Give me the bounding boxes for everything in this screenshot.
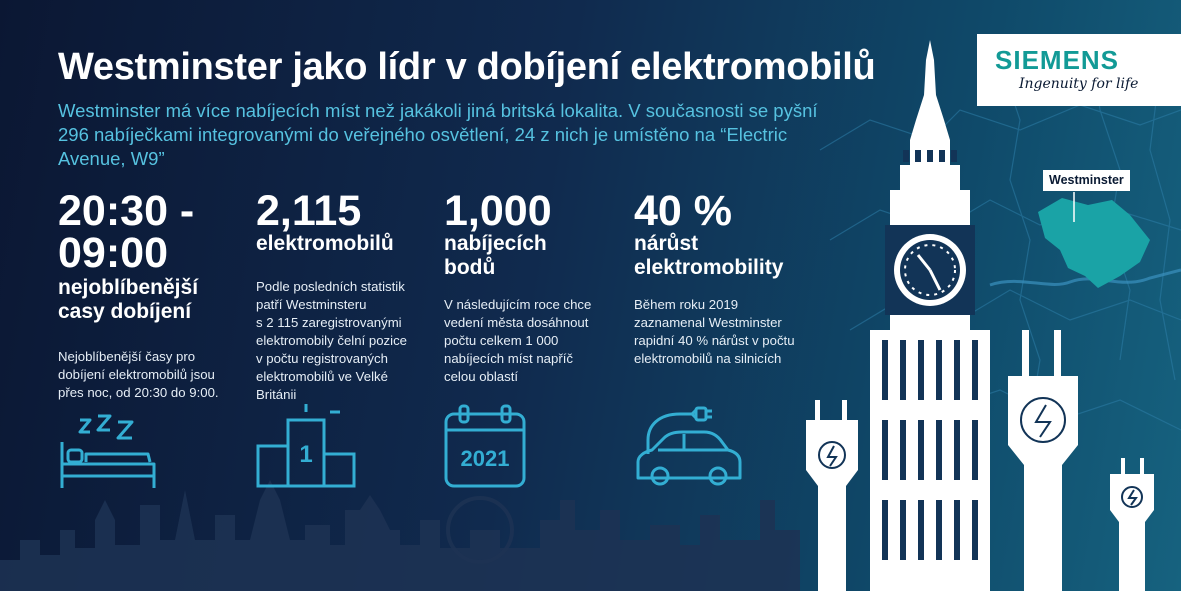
- clock-face: [885, 225, 975, 315]
- map-label-westminster: Westminster: [1043, 170, 1130, 191]
- plug-right: [1110, 458, 1154, 591]
- skyline-silhouette: [0, 480, 800, 591]
- calendar-year: 2021: [460, 446, 510, 471]
- stat-electric-cars: [256, 187, 407, 404]
- stat-value: 2,115: [256, 187, 362, 235]
- stat-label: nejoblíbenější casy dobíjení: [58, 276, 199, 323]
- stat-label: elektromobilů: [256, 232, 394, 255]
- stat-description: V následujícím roce chce vedení města dosáhnout počtu celkem 1 000 nabíjecích míst napříč celou oblastí: [444, 297, 592, 384]
- stat-charging-times: [58, 187, 219, 402]
- stat-value: 1,000: [444, 187, 552, 235]
- calendar-icon: [444, 404, 528, 488]
- podium-icon: [256, 402, 356, 488]
- page-title: Westminster jako lídr v dobíjení elektromobilů: [58, 46, 876, 88]
- stat-charging-points: [444, 187, 592, 386]
- stat-description: Nejoblíbenější časy pro dobíjení elektromobilů jsou přes noc, od 20:30 do 9:00.: [58, 349, 219, 400]
- stat-description: Podle posledních statistik patří Westminsteru s 2 115 zaregistrovanými elektromobily čelní pozice v počtu registrovaných elektromobilů ve Velké Británii: [256, 279, 407, 402]
- page-subtitle: Westminster má více nabíjecích míst než jakákoli jiná britská lokalita. V současnosti se pyšní 296 nabíječkami integrovanými do veřejného osvětlení, 24 z nich je umístěno na “Electric Avenue, W9”: [58, 100, 818, 169]
- logo-tagline: Ingenuity for life: [1019, 76, 1139, 92]
- bed-sleep-icon: [58, 412, 158, 490]
- stat-label: nárůst elektromobility: [634, 232, 784, 279]
- logo-name: SIEMENS: [995, 45, 1120, 75]
- stat-value: 40 %: [634, 187, 733, 235]
- stat-growth: [634, 187, 795, 368]
- plug-middle: [1008, 330, 1078, 591]
- stat-value: 20:30 - 09:00: [58, 187, 195, 277]
- stat-description: Během roku 2019 zaznamenal Westminster rapidní 40 % nárůst v počtu elektromobilů na silnicích: [634, 297, 795, 366]
- electric-car-icon: [634, 404, 744, 488]
- podium-number: 1: [299, 441, 313, 468]
- plug-left: [806, 400, 858, 591]
- westminster-area: [1038, 198, 1150, 288]
- stat-label: nabíjecích bodů: [444, 232, 547, 279]
- siemens-logo: [977, 34, 1181, 106]
